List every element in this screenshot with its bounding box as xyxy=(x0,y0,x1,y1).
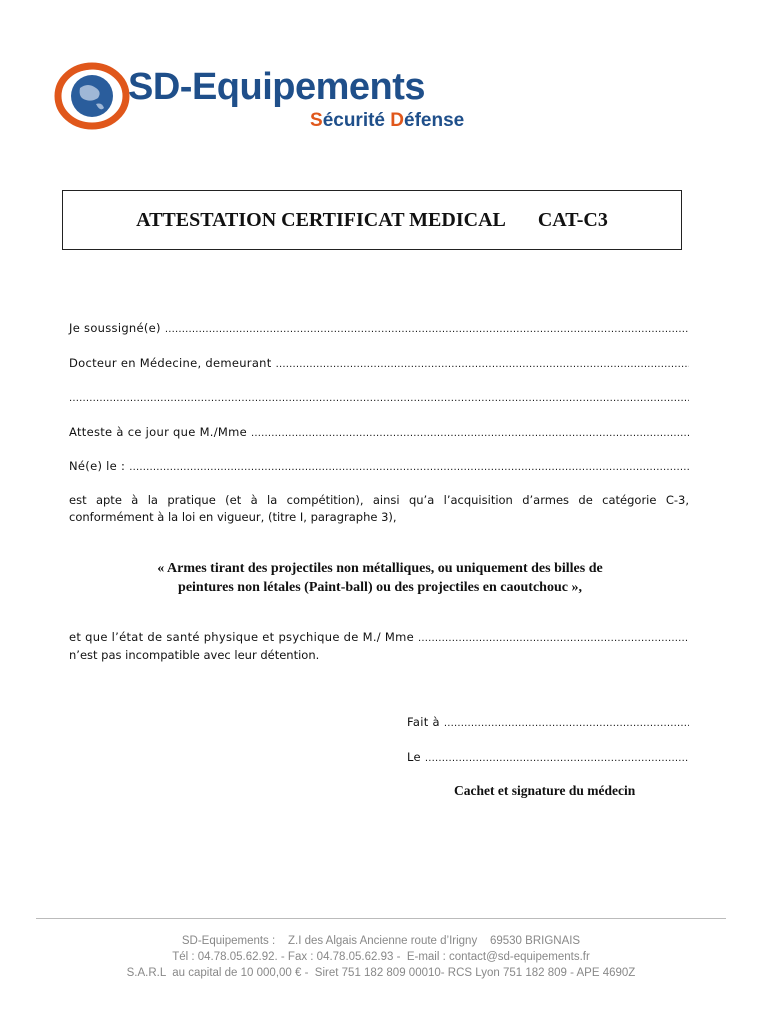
fill-in-line[interactable] xyxy=(444,715,689,729)
field-date-naissance[interactable] xyxy=(69,459,689,473)
footer-divider xyxy=(36,918,726,919)
document-title: ATTESTATION CERTIFICAT MEDICAL xyxy=(136,208,506,231)
field-label: et que l’état de santé physique et psychique de M./ Mme xyxy=(69,630,415,644)
quote-line: peintures non létales (Paint-ball) ou des projectiles en caoutchouc », xyxy=(178,580,582,595)
fill-in-line[interactable] xyxy=(129,459,689,473)
footer-address: SD-Equipements : Z.I des Algais Ancienne route d’Irigny 69530 BRIGNAIS xyxy=(181,935,581,947)
aptitude-paragraph: est apte à la pratique (et à la compétition), ainsi qu’a l’acquisition d’armes de catégorie C-3, conformément à la loi en vigueur, (titre I, paragraphe 3), xyxy=(69,493,689,524)
field-label: Atteste à ce jour que M./Mme xyxy=(69,425,248,439)
weapons-quote xyxy=(80,559,680,597)
logo-tagline: Sécurité Défense xyxy=(310,110,465,131)
field-soussigne[interactable] xyxy=(69,321,689,335)
company-footer xyxy=(36,933,726,981)
logo-wordmark: SD-Equipements xyxy=(128,66,426,108)
field-atteste[interactable] xyxy=(69,425,689,439)
fill-in-line[interactable] xyxy=(276,356,689,370)
quote-line: « Armes tirant des projectiles non métalliques, ou uniquement des billes de xyxy=(157,561,603,576)
field-label: Né(e) le : xyxy=(69,459,126,473)
fill-in-line[interactable] xyxy=(251,425,689,439)
company-logo xyxy=(52,60,482,140)
globe-icon xyxy=(52,60,132,132)
fill-in-line[interactable] xyxy=(69,390,689,404)
field-date[interactable] xyxy=(407,750,689,764)
fill-in-line[interactable] xyxy=(425,750,689,764)
field-label: Fait à xyxy=(407,715,440,729)
fill-in-line[interactable] xyxy=(165,321,689,335)
field-etat-sante[interactable] xyxy=(69,630,689,644)
field-address-continued[interactable] xyxy=(69,390,689,404)
signature-caption: Cachet et signature du médecin xyxy=(454,783,636,798)
category-code: CAT-C3 xyxy=(537,208,608,231)
footer-legal: S.A.R.L au capital de 10 000,00 € - Siret 751 182 809 00010- RCS Lyon 751 182 809 - APE 4690Z xyxy=(126,967,636,979)
field-fait-a[interactable] xyxy=(407,715,689,729)
footer-contact: Tél : 04.78.05.62.92. - Fax : 04.78.05.62.93 - E-mail : contact@sd-equipements.fr xyxy=(172,951,590,963)
incompatibility-statement: n’est pas incompatible avec leur détention. xyxy=(69,648,320,662)
field-label: Le xyxy=(407,750,421,764)
document-title-box xyxy=(62,190,682,250)
field-label: Docteur en Médecine, demeurant xyxy=(69,356,272,370)
field-label: Je soussigné(e) xyxy=(69,321,161,335)
field-docteur[interactable] xyxy=(69,356,689,370)
fill-in-line[interactable] xyxy=(418,630,689,644)
